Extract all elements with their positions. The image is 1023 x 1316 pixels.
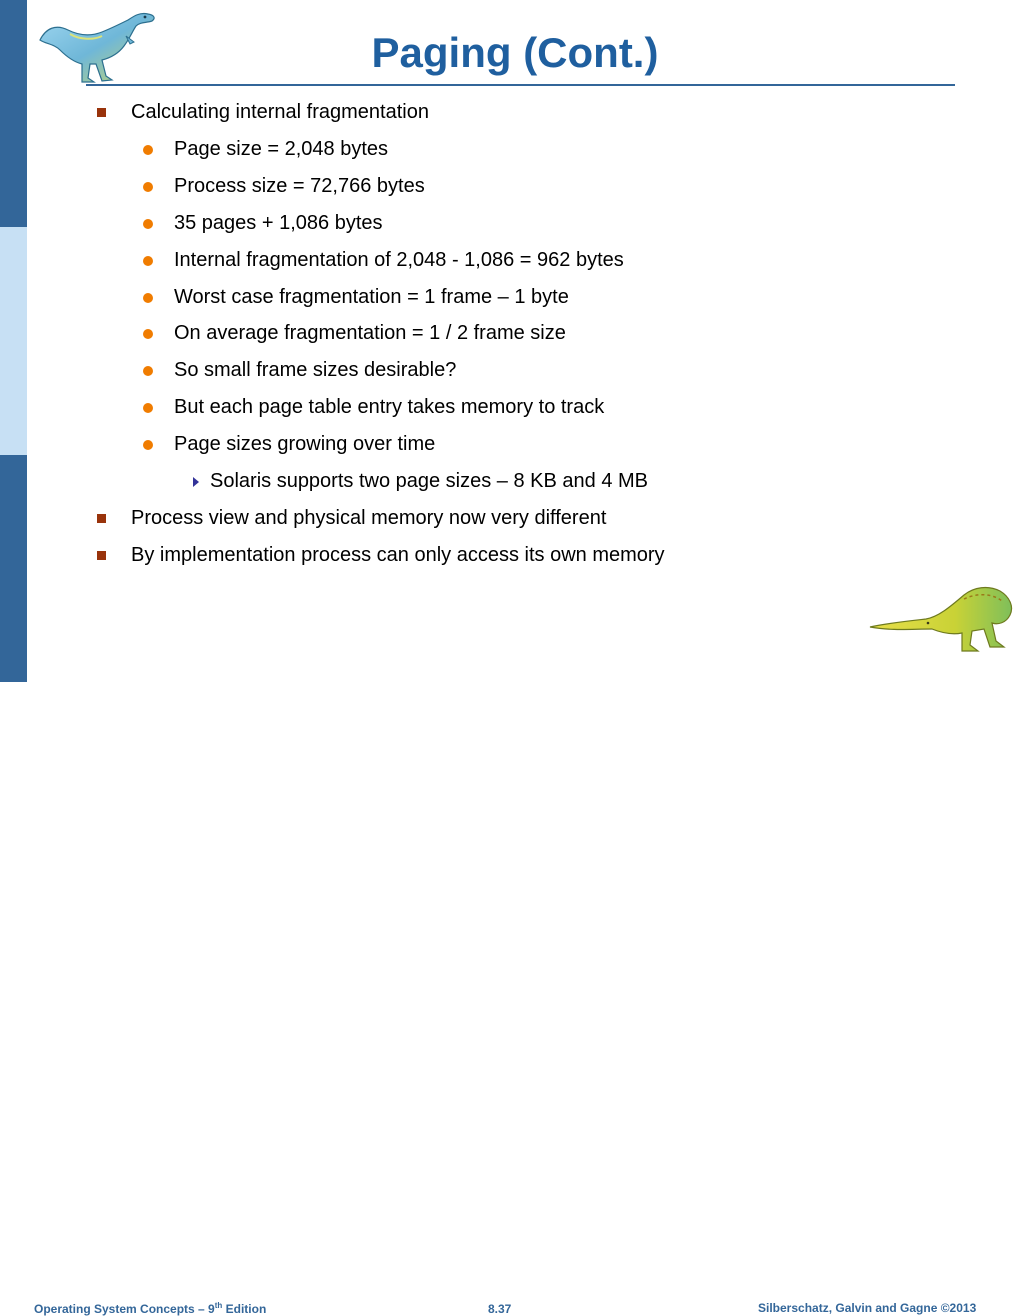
slide-title: Paging (Cont.) (371, 29, 659, 76)
bullet-item: 35 pages + 1,086 bytes (174, 212, 383, 234)
circle-bullet-icon (143, 403, 153, 413)
dinosaur-icon (868, 583, 1018, 655)
footer-edition-sup: th (214, 1301, 223, 1310)
footer-book-title-suffix: Edition (222, 1302, 267, 1316)
bullet-item: On average fragmentation = 1 / 2 frame size (174, 322, 566, 344)
bullet-item: Process size = 72,766 bytes (174, 175, 425, 197)
bullet-item: Solaris supports two page sizes – 8 KB and 4 MB (210, 470, 649, 492)
square-bullet-icon (97, 108, 106, 117)
dinosaur-icon (36, 6, 158, 86)
circle-bullet-icon (143, 219, 153, 229)
bullet-item: So small frame sizes desirable? (174, 359, 457, 381)
footer-slide-number: 8.37 (488, 1302, 512, 1316)
side-bar-segment-bottom (0, 455, 27, 682)
circle-bullet-icon (143, 256, 153, 266)
side-bar-segment-middle (0, 227, 27, 455)
bullet-item: Page size = 2,048 bytes (174, 138, 389, 160)
bullet-item: By implementation process can only access its own memory (131, 544, 665, 566)
bullet-item: Internal fragmentation of 2,048 - 1,086 = 962 bytes (174, 249, 624, 271)
square-bullet-icon (97, 551, 106, 560)
side-bar (0, 0, 27, 682)
square-bullet-icon (97, 514, 106, 523)
circle-bullet-icon (143, 145, 153, 155)
triangle-bullet-icon (193, 477, 199, 487)
bullet-item: Calculating internal fragmentation (131, 101, 429, 123)
bullet-item: But each page table entry takes memory to track (174, 396, 605, 418)
footer (0, 652, 1023, 1316)
circle-bullet-icon (143, 366, 153, 376)
bullet-item: Page sizes growing over time (174, 433, 436, 455)
footer-authors: Silberschatz, Galvin and Gagne ©2013 (758, 1301, 977, 1315)
bullet-item: Process view and physical memory now very different (131, 507, 607, 529)
side-bar-segment-top (0, 0, 27, 227)
footer-book-title-prefix: Operating System Concepts – 9 (34, 1302, 215, 1316)
footer-book-title (34, 1302, 266, 1316)
circle-bullet-icon (143, 293, 153, 303)
circle-bullet-icon (143, 182, 153, 192)
circle-bullet-icon (143, 329, 153, 339)
bullet-item: Worst case fragmentation = 1 frame – 1 byte (174, 286, 569, 308)
title-underline (86, 84, 955, 86)
circle-bullet-icon (143, 440, 153, 450)
